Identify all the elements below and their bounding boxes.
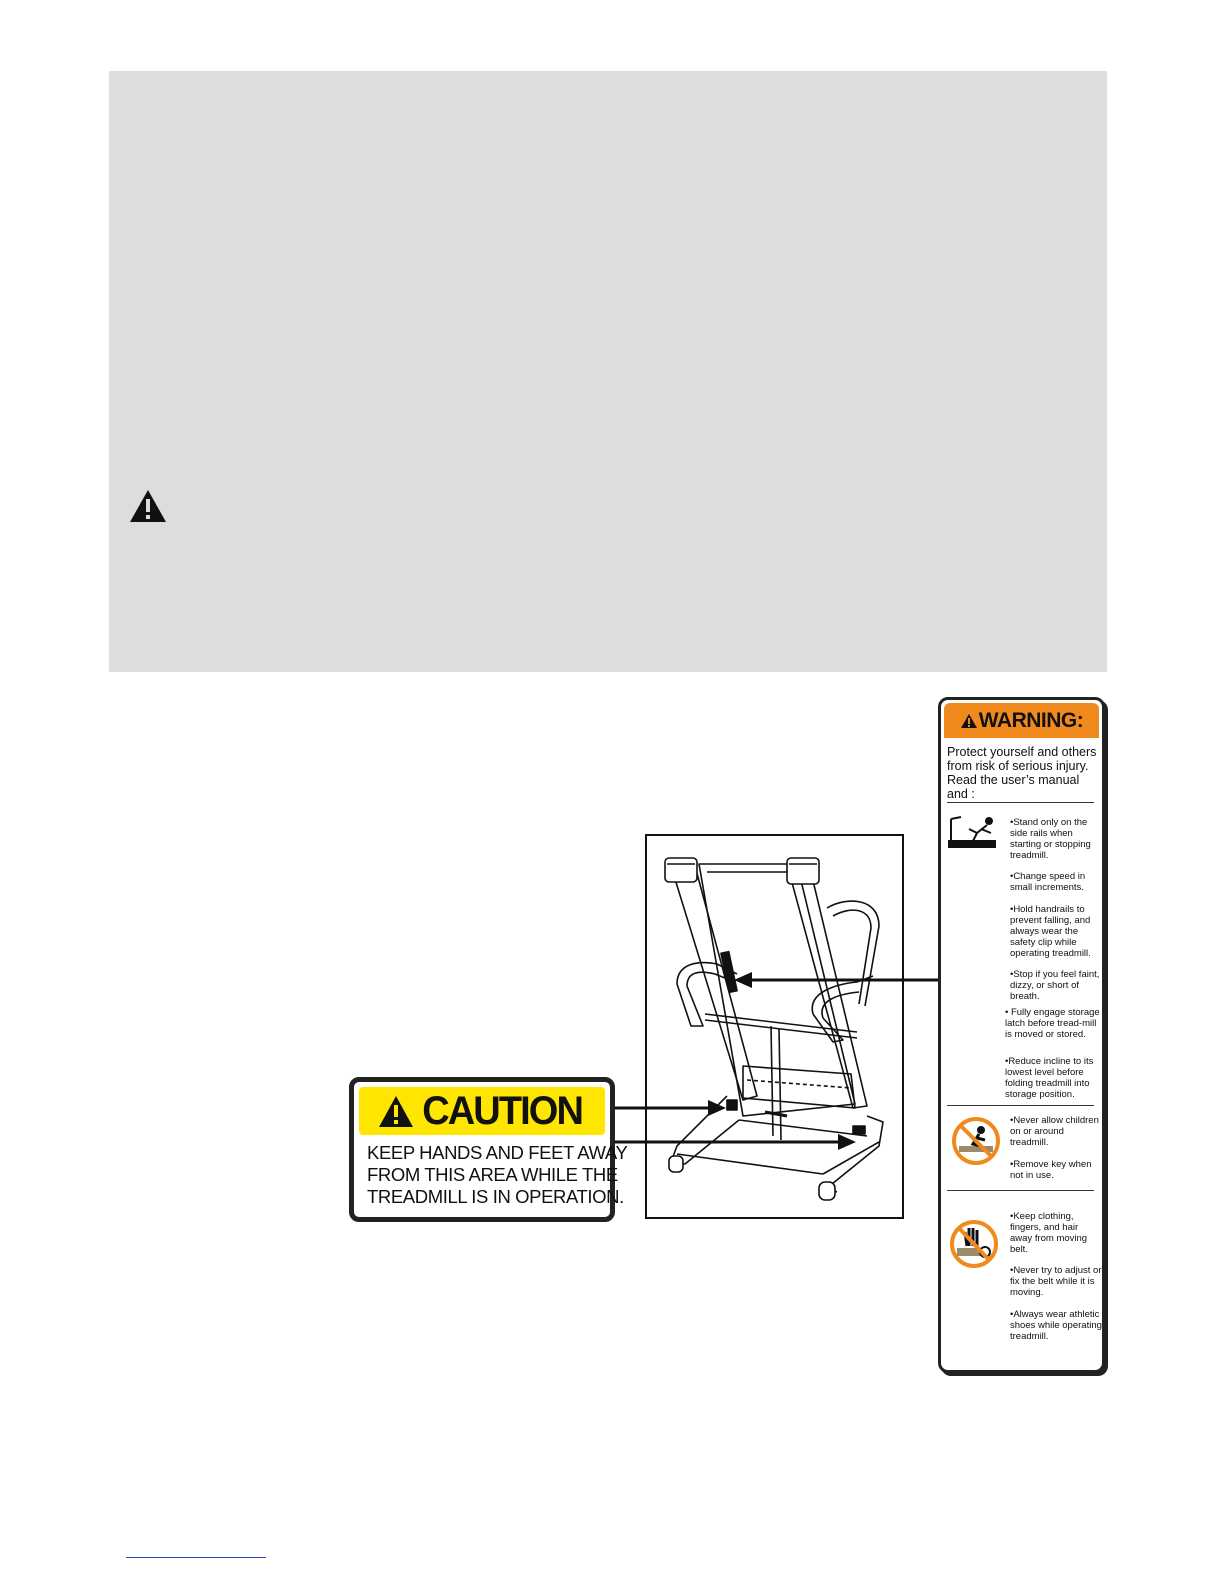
warning-item: •Hold handrails to prevent falling, and always wear the safety clip while operating treadmill.: [1010, 904, 1091, 959]
warning-item: •Never allow children on or around treadmill.: [1010, 1115, 1099, 1148]
warning-item: • Fully engage storage latch before tread-mill is moved or stored.: [1005, 1007, 1100, 1040]
caution-header: [359, 1087, 605, 1135]
warning-item: •Reduce incline to its lowest level before folding treadmill into storage position.: [1005, 1056, 1094, 1100]
warning-item: •Remove key when not in use.: [1010, 1159, 1092, 1181]
footer-rule: [126, 1557, 266, 1558]
warning-item: •Keep clothing, fingers, and hair away from moving belt.: [1010, 1211, 1088, 1255]
warning-item: •Never try to adjust or fix the belt while it is moving.: [1010, 1265, 1102, 1298]
warning-item: •Change speed in small increments.: [1010, 871, 1086, 893]
caution-line: FROM THIS AREA WHILE THE: [367, 1164, 618, 1185]
caution-line: KEEP HANDS AND FEET AWAY: [367, 1142, 628, 1163]
no-hands-belt-icon: [949, 1218, 999, 1270]
caution-text: [367, 1142, 628, 1208]
warning-triangle-icon: [960, 713, 978, 729]
warning-item: •Always wear athletic shoes while operating treadmill.: [1010, 1309, 1102, 1342]
warning-item: •Stop if you feel faint, dizzy, or short of breath.: [1010, 969, 1100, 1002]
warning-header: [944, 703, 1099, 738]
treadmill-drawing: [647, 836, 906, 1221]
divider: [947, 802, 1094, 803]
divider: [947, 1190, 1094, 1191]
no-children-icon: [951, 1116, 1001, 1166]
warning-item: •Stand only on the side rails when starting or stopping treadmill.: [1010, 817, 1091, 861]
treadmill-illustration: [645, 834, 904, 1219]
divider: [947, 1105, 1094, 1106]
caution-label: [349, 1077, 628, 1222]
fall-hazard-icon: [947, 815, 997, 851]
caution-line: TREADMILL IS IN OPERATION.: [367, 1186, 624, 1207]
caution-triangle-icon: [378, 1095, 414, 1128]
caution-title: CAUTION: [422, 1088, 582, 1133]
warning-intro: Protect yourself and others from risk of serious injury. Read the user’s manual and :: [947, 745, 1097, 801]
warning-title: WARNING:: [978, 708, 1084, 732]
warning-label: [938, 697, 1105, 1373]
gray-content-panel: [109, 71, 1107, 672]
warning-triangle-icon: [129, 489, 167, 523]
